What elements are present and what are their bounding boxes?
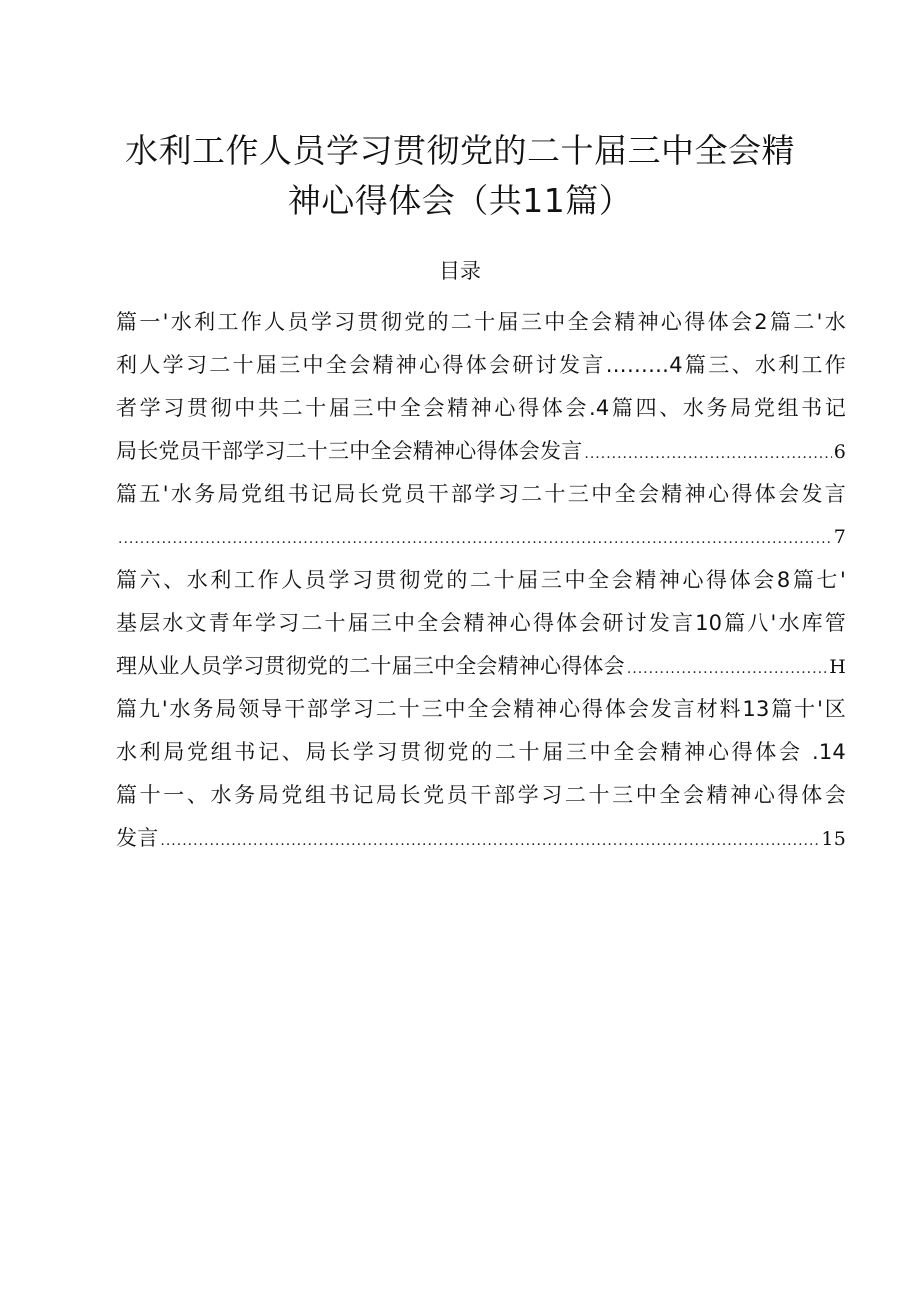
- toc-page-number: 15: [821, 828, 846, 850]
- dot-leader: [627, 648, 827, 688]
- toc-line[interactable]: 者学习贯彻中共二十届三中全会精神心得体会.4篇四、水务局党组书记: [116, 396, 846, 420]
- document-title-line-2: 神心得体会（共11篇）: [287, 181, 633, 220]
- toc-line[interactable]: 篇十一、水务局党组书记局长党员干部学习二十三中全会精神心得体会: [116, 783, 846, 807]
- toc-entry-with-leader[interactable]: [116, 817, 846, 860]
- toc-entry-with-leader[interactable]: [116, 516, 846, 559]
- document-title-line-1: 水利工作人员学习贯彻党的二十届三中全会精: [125, 131, 795, 170]
- toc-line[interactable]: 篇一'水利工作人员学习贯彻党的二十届三中全会精神心得体会2篇二'水: [116, 310, 846, 334]
- toc-page-number: H: [829, 656, 846, 678]
- dot-leader: [118, 518, 832, 559]
- toc-page-number: 7: [833, 526, 846, 548]
- toc-line[interactable]: 篇六、水利工作人员学习贯彻党的二十届三中全会精神心得体会8篇七': [116, 568, 846, 592]
- toc-entry-with-leader[interactable]: [116, 645, 846, 688]
- toc-entry-text: 理从业人员学习贯彻党的二十届三中全会精神心得体会: [116, 654, 625, 678]
- toc-page-number: 6: [833, 441, 846, 463]
- toc-line[interactable]: 利人学习二十届三中全会精神心得体会研讨发言………4篇三、水利工作: [116, 353, 846, 377]
- toc-entry-text: 局长党员干部学习二十三中全会精神心得体会发言: [116, 439, 583, 463]
- dot-leader: [160, 820, 819, 860]
- toc-line[interactable]: 篇九'水务局领导干部学习二十三中全会精神心得体会发言材料13篇十'区: [116, 697, 846, 721]
- toc-line[interactable]: 篇五'水务局党组书记局长党员干部学习二十三中全会精神心得体会发言: [116, 482, 846, 506]
- toc-line[interactable]: 水利局党组书记、局长学习贯彻党的二十届三中全会精神心得体会 .14: [116, 740, 846, 764]
- dot-leader: [584, 433, 831, 473]
- toc-entry-with-leader[interactable]: [116, 430, 846, 473]
- toc-line[interactable]: 基层水文青年学习二十届三中全会精神心得体会研讨发言10篇八'水库管: [116, 611, 846, 635]
- toc-entry-text: 发言: [116, 826, 159, 850]
- toc-heading: 目录: [439, 259, 481, 283]
